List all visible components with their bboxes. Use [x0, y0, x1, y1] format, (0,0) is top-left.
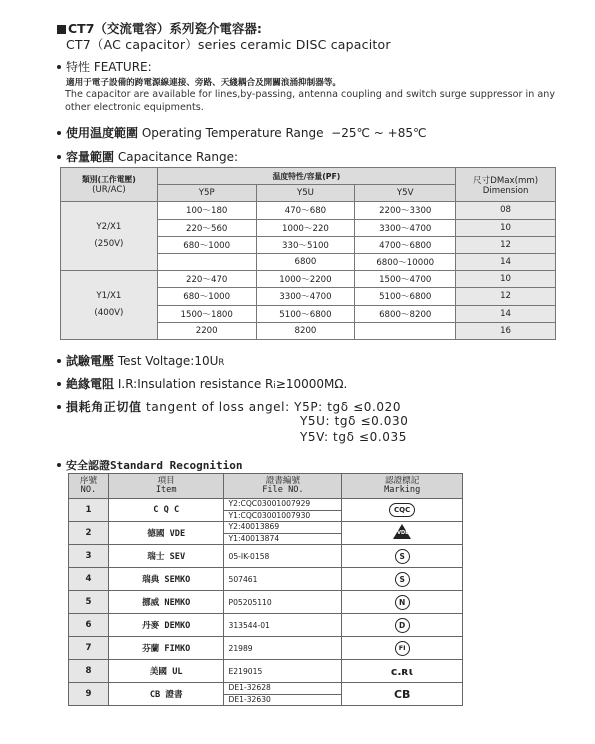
- sev-mark-icon: S: [395, 549, 410, 564]
- bullet-icon: [57, 405, 61, 409]
- cell: 2200: [157, 322, 256, 339]
- cell: 3300～4700: [256, 288, 355, 305]
- loss-angle-line: 損耗角正切值 tangent of loss angel: Y5P: tgδ ≤0.020: [57, 398, 401, 415]
- cell: 4700～6800: [355, 236, 456, 253]
- cell-no: 4: [69, 568, 109, 591]
- cqc-mark-icon: CQC: [389, 503, 415, 517]
- cell: 1500～4700: [355, 271, 456, 288]
- cell-marking: [342, 637, 463, 660]
- cell-item: 挪威 NEMKO: [108, 591, 224, 614]
- cell: 100～180: [157, 202, 256, 219]
- cell-item: 瑞士 SEV: [108, 545, 224, 568]
- cell: 14: [456, 305, 556, 322]
- cell-marking: [342, 683, 463, 706]
- cell: 16: [456, 322, 556, 339]
- cell-file: Y2:40013869 Y1:40013874: [224, 522, 342, 545]
- cell: 2200～3300: [355, 202, 456, 219]
- cell: 8200: [256, 322, 355, 339]
- cell-marking: [342, 568, 463, 591]
- cell: 3300～4700: [355, 219, 456, 236]
- cb-mark-icon: CB: [393, 687, 411, 701]
- cell: 220～470: [157, 271, 256, 288]
- cell-item: 美國 UL: [108, 660, 224, 683]
- cell-no: 9: [69, 683, 109, 706]
- cell-no: 7: [69, 637, 109, 660]
- cell-file: 05-IK-0158: [224, 545, 342, 568]
- cell: [355, 322, 456, 339]
- table-row: [69, 660, 463, 683]
- cell-marking: [342, 545, 463, 568]
- loss-angle-y5u: Y5U: tgδ ≤0.030: [300, 414, 409, 428]
- cell: 08: [456, 202, 556, 219]
- cell-marking: [342, 522, 463, 545]
- header-item: 項目 Item: [108, 474, 224, 499]
- table-row: [69, 568, 463, 591]
- header-category: 類別(工作電壓) (UR/AC): [61, 168, 158, 202]
- cell-no: 6: [69, 614, 109, 637]
- cell: 10: [456, 271, 556, 288]
- cell: 6800～8200: [355, 305, 456, 322]
- cell-no: 5: [69, 591, 109, 614]
- square-bullet-icon: [57, 25, 66, 34]
- test-voltage-line: 試驗電壓 Test Voltage:10UR: [57, 352, 224, 369]
- table-row: [69, 499, 463, 522]
- table-header-row: [61, 168, 556, 185]
- cell-marking: [342, 614, 463, 637]
- bullet-icon: [57, 65, 61, 69]
- header-no: 序號 NO.: [69, 474, 109, 499]
- demko-mark-icon: D: [395, 618, 410, 633]
- table-row: [69, 591, 463, 614]
- cell-no: 8: [69, 660, 109, 683]
- nemko-mark-icon: N: [395, 595, 410, 610]
- cell: 6800: [256, 253, 355, 270]
- cell: 14: [456, 253, 556, 270]
- cell: [157, 253, 256, 270]
- cell: 12: [456, 236, 556, 253]
- cell-item: 德國 VDE: [108, 522, 224, 545]
- header-y5p: Y5P: [157, 185, 256, 202]
- cell-item: CB 證書: [108, 683, 224, 706]
- cell-item: C Q C: [108, 499, 224, 522]
- cell: 1500～1800: [157, 305, 256, 322]
- table-row: [61, 271, 556, 288]
- bullet-icon: [57, 131, 61, 135]
- cell: 6800～10000: [355, 253, 456, 270]
- bullet-icon: [57, 382, 61, 386]
- cell: 1000～220: [256, 219, 355, 236]
- cell: 220～560: [157, 219, 256, 236]
- cell-file: Y2:CQC03001007929 Y1:CQC03001007930: [224, 499, 342, 522]
- semko-mark-icon: S: [395, 572, 410, 587]
- standard-table: [68, 473, 463, 706]
- table-row: [61, 202, 556, 219]
- header-marking: 認證標記 Marking: [342, 474, 463, 499]
- cell-item: 丹麥 DEMKO: [108, 614, 224, 637]
- cell-marking: [342, 660, 463, 683]
- cell-no: 1: [69, 499, 109, 522]
- loss-angle-y5v: Y5V: tgδ ≤0.035: [300, 430, 407, 444]
- cell: 10: [456, 219, 556, 236]
- table-row: [69, 683, 463, 706]
- cell-file: 507461: [224, 568, 342, 591]
- title-cn: CT7（交流電容）系列瓷介電容器:: [57, 19, 262, 37]
- title-en: CT7（AC capacitor）series ceramic DISC capacitor: [66, 37, 391, 52]
- vde-mark-icon: VDE: [393, 524, 411, 539]
- table-row: [69, 614, 463, 637]
- cell-marking: [342, 591, 463, 614]
- header-dimension: 尺寸DMax(mm) Dimension: [456, 168, 556, 202]
- header-characteristic: 温度特性/容量(PF): [157, 168, 455, 185]
- bullet-icon: [57, 463, 61, 467]
- cell: 12: [456, 288, 556, 305]
- cell-file: 313544-01: [224, 614, 342, 637]
- cell: 680～1000: [157, 236, 256, 253]
- cell-file: 21989: [224, 637, 342, 660]
- cell-file: E219015: [224, 660, 342, 683]
- cell: 680～1000: [157, 288, 256, 305]
- cell: 1000～2200: [256, 271, 355, 288]
- fimko-mark-icon: FI: [395, 641, 410, 656]
- capacitance-heading: 容量範圍 Capacitance Range:: [57, 148, 238, 165]
- cell-file: DE1-32628 DE1-32630: [224, 683, 342, 706]
- feature-en: The capacitor are available for lines,by-passing, antenna coupling and switch surge suppressor in any other electronic equipments.: [65, 89, 555, 113]
- feature-cn: 適用于電子設備的跨電源線連接、旁路、天綫耦合及開關浪涌抑制器等。: [66, 78, 342, 88]
- cell: 330～5100: [256, 236, 355, 253]
- ul-mark-icon: c.ʀɩ: [390, 664, 414, 678]
- table-row: [69, 637, 463, 660]
- header-file: 證書編號 File NO.: [224, 474, 342, 499]
- cell-marking: [342, 499, 463, 522]
- cell-no: 2: [69, 522, 109, 545]
- table-row: [69, 522, 463, 545]
- capacitance-table: [60, 167, 556, 340]
- cell: 5100～6800: [355, 288, 456, 305]
- cell-file: P05205110: [224, 591, 342, 614]
- header-y5v: Y5V: [355, 185, 456, 202]
- bullet-icon: [57, 155, 61, 159]
- insulation-line: 絶緣電阻 I.R:Insulation resistance Ri≥10000MΩ.: [57, 375, 347, 392]
- temperature-line: 使用温度範圍 Operating Temperature Range −25℃ ~ +85℃: [57, 124, 426, 141]
- standard-heading: 安全認證Standard Recognition: [57, 457, 242, 473]
- table-header-row: [69, 474, 463, 499]
- header-y5u: Y5U: [256, 185, 355, 202]
- table-row: [69, 545, 463, 568]
- cell-no: 3: [69, 545, 109, 568]
- cell-item: 瑞典 SEMKO: [108, 568, 224, 591]
- cell: 470～680: [256, 202, 355, 219]
- bullet-icon: [57, 359, 61, 363]
- group-y1x1: Y1/X1 (400V): [61, 271, 158, 340]
- feature-heading: 特性 FEATURE:: [57, 58, 152, 75]
- cell: 5100～6800: [256, 305, 355, 322]
- group-y2x1: Y2/X1 (250V): [61, 202, 158, 271]
- cell-item: 芬蘭 FIMKO: [108, 637, 224, 660]
